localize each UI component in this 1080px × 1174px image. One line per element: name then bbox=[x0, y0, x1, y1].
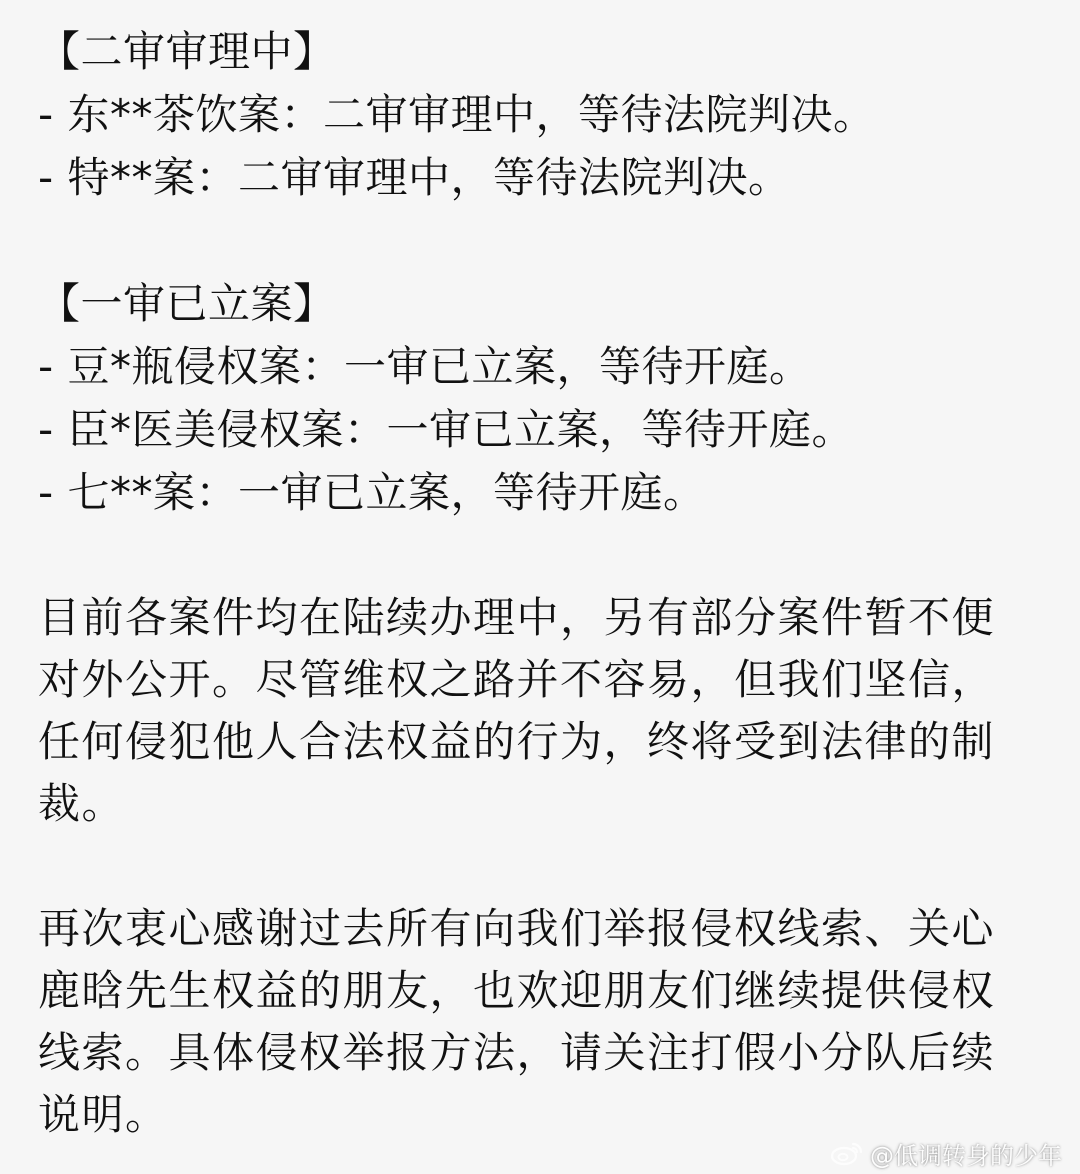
document-body bbox=[38, 20, 1048, 1146]
watermark bbox=[830, 1138, 1062, 1168]
paragraph-line: 线索。具体侵权举报方法，请关注打假小分队后续 bbox=[38, 1028, 996, 1077]
case-item: - 特**案：二审审理中，等待法院判决。 bbox=[38, 153, 791, 202]
paragraph-line: 鹿晗先生权益的朋友，也欢迎朋友们继续提供侵权 bbox=[38, 966, 996, 1015]
paragraph-line: 说明。 bbox=[38, 1090, 169, 1139]
paragraph-line: 任何侵犯他人合法权益的行为，终将受到法律的制 bbox=[38, 717, 996, 766]
case-item: - 臣*医美侵权案：一审已立案，等待开庭。 bbox=[38, 405, 855, 454]
spacer bbox=[38, 835, 1048, 898]
thanks-paragraph bbox=[38, 898, 1048, 1146]
watermark-text: @低调转身的少年 bbox=[870, 1141, 1062, 1170]
paragraph-line: 目前各案件均在陆续办理中，另有部分案件暂不便 bbox=[38, 593, 996, 642]
case-item: - 东**茶饮案：二审审理中，等待法院判决。 bbox=[38, 90, 876, 139]
spacer bbox=[38, 524, 1048, 587]
case-item: - 七**案：一审已立案，等待开庭。 bbox=[38, 468, 706, 517]
section-heading: 【一审已立案】 bbox=[38, 279, 336, 328]
weibo-icon bbox=[830, 1140, 864, 1166]
paragraph-line: 再次衷心感谢过去所有向我们举报侵权线索、关心 bbox=[38, 904, 996, 953]
section-heading: 【二审审理中】 bbox=[38, 27, 336, 76]
paragraph-line: 对外公开。尽管维权之路并不容易，但我们坚信， bbox=[38, 655, 996, 704]
paragraph-line: 裁。 bbox=[38, 779, 126, 828]
case-item: - 豆*瓶侵权案：一审已立案，等待开庭。 bbox=[38, 342, 812, 391]
status-paragraph bbox=[38, 587, 1048, 835]
spacer bbox=[38, 209, 1048, 272]
